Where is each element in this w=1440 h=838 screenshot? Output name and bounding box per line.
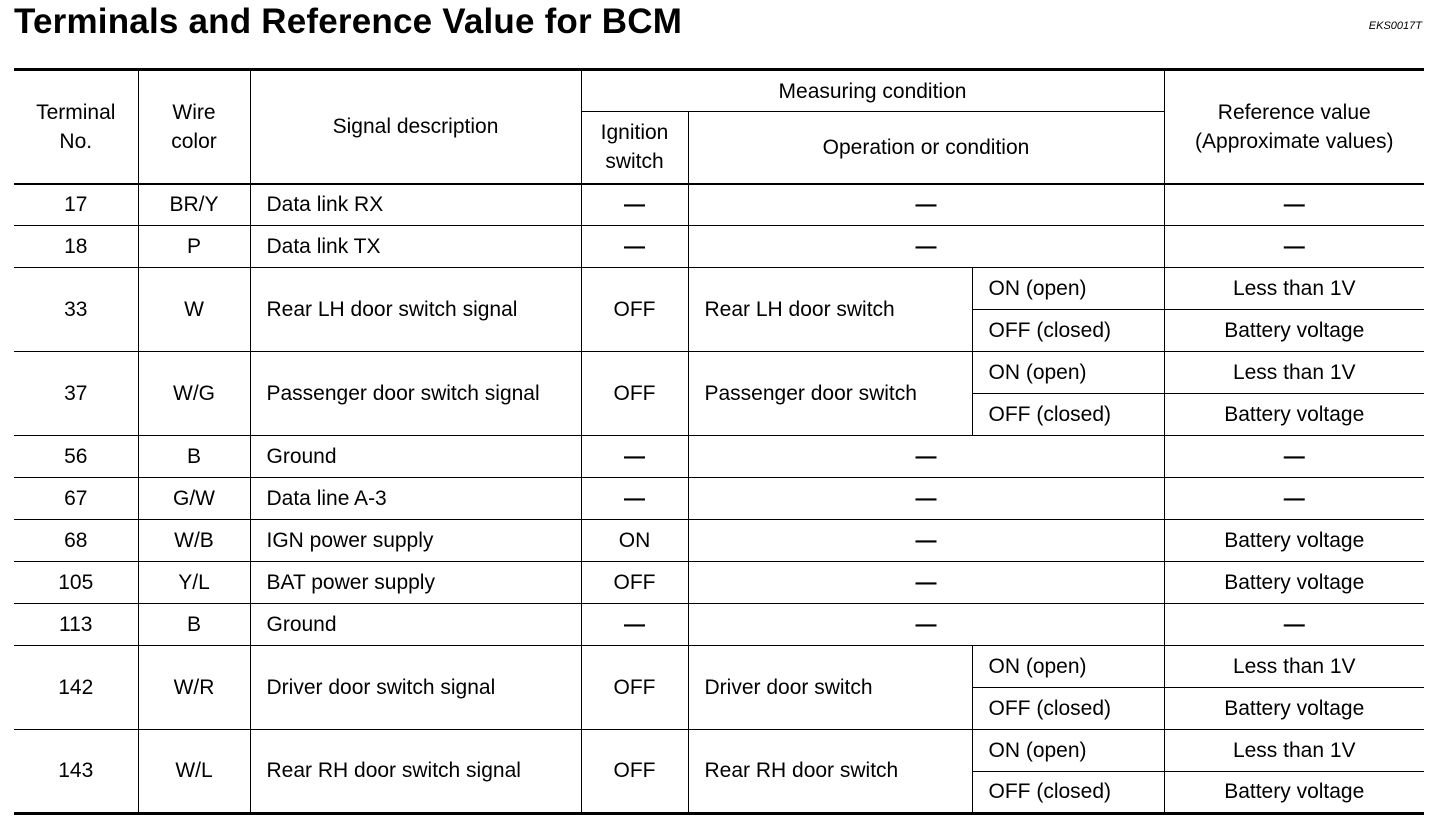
table-row [14, 646, 1424, 688]
ignition-switch-cell: OFF [581, 730, 688, 814]
header-measuring-condition: Measuring condition [581, 70, 1164, 112]
terminal-reference-table [14, 68, 1424, 815]
operation-cell: Rear RH door switch [688, 730, 972, 814]
ignition-switch-cell: OFF [581, 268, 688, 352]
reference-value-cell: — [1164, 478, 1424, 520]
operation-cell: Rear LH door switch [688, 268, 972, 352]
table-header [14, 70, 1424, 184]
signal-description-cell: Ground [250, 436, 581, 478]
wire-color-cell: B [138, 436, 250, 478]
wire-color-cell: Y/L [138, 562, 250, 604]
terminal-no-cell: 37 [14, 352, 138, 436]
wire-color-cell: B [138, 604, 250, 646]
terminal-no-cell: 142 [14, 646, 138, 730]
ignition-switch-cell: OFF [581, 562, 688, 604]
reference-value-cell: — [1164, 226, 1424, 268]
wire-color-cell: P [138, 226, 250, 268]
ignition-switch-cell: — [581, 604, 688, 646]
ignition-switch-cell: — [581, 436, 688, 478]
condition-state-cell: ON (open) [972, 268, 1164, 310]
terminal-no-cell: 56 [14, 436, 138, 478]
wire-color-cell: G/W [138, 478, 250, 520]
header-wire-color: Wire color [138, 70, 250, 184]
reference-value-cell: — [1164, 184, 1424, 226]
reference-value-cell: Less than 1V [1164, 646, 1424, 688]
condition-state-cell: ON (open) [972, 730, 1164, 772]
operation-cell: — [688, 562, 1164, 604]
condition-state-cell: OFF (closed) [972, 394, 1164, 436]
signal-description-cell: Ground [250, 604, 581, 646]
signal-description-cell: Rear RH door switch signal [250, 730, 581, 814]
wire-color-cell: W [138, 268, 250, 352]
terminal-no-cell: 113 [14, 604, 138, 646]
operation-cell: Driver door switch [688, 646, 972, 730]
operation-cell: — [688, 478, 1164, 520]
condition-state-cell: ON (open) [972, 352, 1164, 394]
table-row [14, 478, 1424, 520]
wire-color-cell: W/G [138, 352, 250, 436]
reference-value-cell: — [1164, 436, 1424, 478]
table-row [14, 520, 1424, 562]
signal-description-cell: Driver door switch signal [250, 646, 581, 730]
reference-value-cell: Battery voltage [1164, 520, 1424, 562]
signal-description-cell: Data line A-3 [250, 478, 581, 520]
ignition-switch-cell: OFF [581, 352, 688, 436]
signal-description-cell: BAT power supply [250, 562, 581, 604]
table-row [14, 604, 1424, 646]
header-ignition-switch: Ignition switch [581, 112, 688, 184]
reference-value-cell: Battery voltage [1164, 688, 1424, 730]
page-title: Terminals and Reference Value for BCM [14, 2, 683, 41]
terminal-no-cell: 67 [14, 478, 138, 520]
reference-value-cell: — [1164, 604, 1424, 646]
header-operation-condition: Operation or condition [688, 112, 1164, 184]
wire-color-cell: W/R [138, 646, 250, 730]
terminal-no-cell: 105 [14, 562, 138, 604]
reference-value-cell: Battery voltage [1164, 394, 1424, 436]
ignition-switch-cell: — [581, 226, 688, 268]
operation-cell: — [688, 604, 1164, 646]
document-id: EKS0017T [1368, 20, 1422, 32]
terminal-no-cell: 18 [14, 226, 138, 268]
table-row [14, 436, 1424, 478]
table-row [14, 352, 1424, 394]
condition-state-cell: OFF (closed) [972, 688, 1164, 730]
table-body [14, 184, 1424, 814]
header-reference-value: Reference value (Approximate values) [1164, 70, 1424, 184]
reference-value-cell: Less than 1V [1164, 730, 1424, 772]
ignition-switch-cell: OFF [581, 646, 688, 730]
reference-value-cell: Less than 1V [1164, 268, 1424, 310]
wire-color-cell: W/B [138, 520, 250, 562]
reference-value-cell: Battery voltage [1164, 772, 1424, 814]
condition-state-cell: OFF (closed) [972, 310, 1164, 352]
table-row [14, 184, 1424, 226]
table-row [14, 226, 1424, 268]
terminal-no-cell: 68 [14, 520, 138, 562]
table-row [14, 562, 1424, 604]
signal-description-cell: Passenger door switch signal [250, 352, 581, 436]
signal-description-cell: IGN power supply [250, 520, 581, 562]
condition-state-cell: OFF (closed) [972, 772, 1164, 814]
header-signal-description: Signal description [250, 70, 581, 184]
reference-value-cell: Less than 1V [1164, 352, 1424, 394]
table-row [14, 268, 1424, 310]
table-row [14, 730, 1424, 772]
reference-value-cell: Battery voltage [1164, 310, 1424, 352]
ignition-switch-cell: ON [581, 520, 688, 562]
wire-color-cell: BR/Y [138, 184, 250, 226]
signal-description-cell: Rear LH door switch signal [250, 268, 581, 352]
signal-description-cell: Data link RX [250, 184, 581, 226]
terminal-no-cell: 33 [14, 268, 138, 352]
operation-cell: — [688, 520, 1164, 562]
reference-value-cell: Battery voltage [1164, 562, 1424, 604]
condition-state-cell: ON (open) [972, 646, 1164, 688]
operation-cell: — [688, 226, 1164, 268]
header-terminal-no: Terminal No. [14, 70, 138, 184]
operation-cell: — [688, 184, 1164, 226]
ignition-switch-cell: — [581, 184, 688, 226]
ignition-switch-cell: — [581, 478, 688, 520]
terminal-no-cell: 17 [14, 184, 138, 226]
wire-color-cell: W/L [138, 730, 250, 814]
signal-description-cell: Data link TX [250, 226, 581, 268]
operation-cell: — [688, 436, 1164, 478]
terminal-no-cell: 143 [14, 730, 138, 814]
operation-cell: Passenger door switch [688, 352, 972, 436]
